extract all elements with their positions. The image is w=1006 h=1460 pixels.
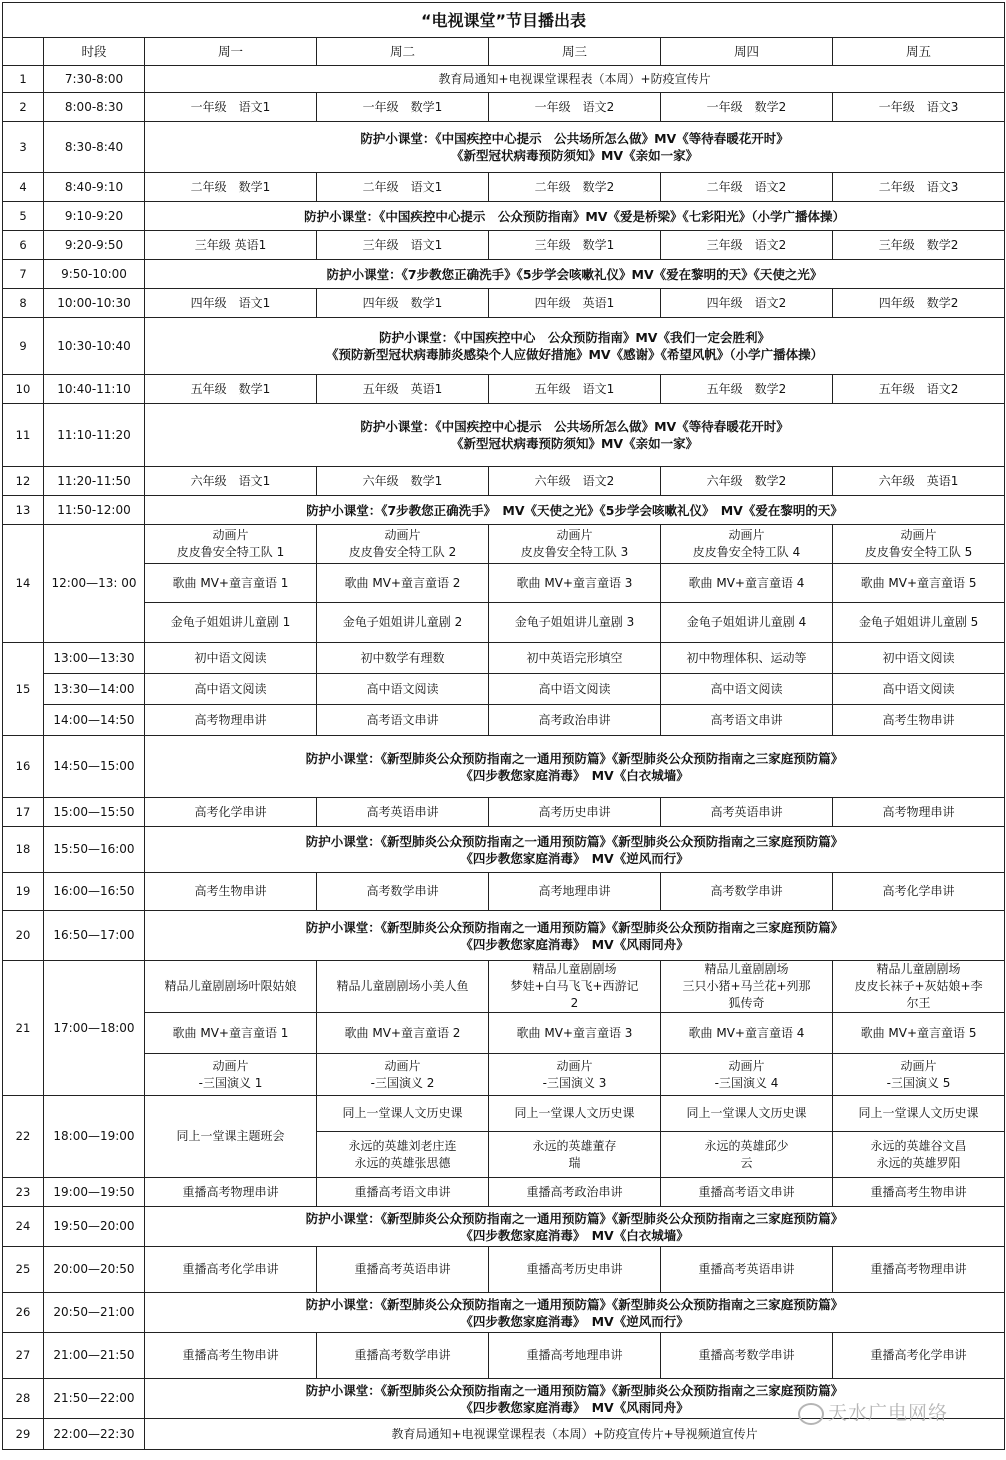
- cell-line: 皮皮鲁安全特工队 2: [348, 545, 457, 559]
- lesson-cell: 同上一堂课人文历史课: [833, 1096, 1005, 1132]
- row-number: 19: [3, 873, 44, 911]
- lesson-cell: 四年级 数学1: [317, 289, 489, 318]
- lesson-cell: 同上一堂课主题班会: [145, 1096, 317, 1178]
- cell-line: 动画片: [212, 1058, 249, 1073]
- row-number: 2: [3, 93, 44, 122]
- row-number: 16: [3, 736, 44, 798]
- header-index: [3, 38, 44, 66]
- safety-class-cell: [145, 496, 1005, 525]
- lesson-cell: 六年级 数学1: [317, 467, 489, 496]
- program-line: 《新型冠状病毒预防须知》MV《亲如一家》: [450, 148, 699, 163]
- cell-line: 永远的英雄谷文昌: [870, 1138, 967, 1153]
- lesson-cell: 高中语文阅读: [145, 674, 317, 705]
- time-slot: 20:00—20:50: [44, 1247, 145, 1293]
- program-cell: 金龟子姐姐讲儿童剧 5: [833, 603, 1005, 643]
- cell-line: 动画片: [556, 1058, 593, 1073]
- lesson-cell: 高中语文阅读: [661, 674, 833, 705]
- cell-line: -三国演义 4: [714, 1075, 779, 1090]
- program-cell: 歌曲 MV+童言童语 4: [661, 564, 833, 603]
- lesson-cell: 四年级 语文2: [661, 289, 833, 318]
- lesson-cell: 重播高考化学串讲: [145, 1247, 317, 1293]
- cell-line: 云: [740, 1155, 753, 1170]
- lesson-cell: 六年级 英语1: [833, 467, 1005, 496]
- lesson-cell: 重播高考物理串讲: [833, 1247, 1005, 1293]
- row-number: 13: [3, 496, 44, 525]
- program-cell: 歌曲 MV+童言童语 3: [489, 564, 661, 603]
- time-slot: 11:50-12:00: [44, 496, 145, 525]
- program-cell: 歌曲 MV+童言童语 2: [317, 564, 489, 603]
- cell-line: 动画片: [384, 1058, 421, 1073]
- row-number: 9: [3, 318, 44, 375]
- program-cell: [145, 1054, 317, 1096]
- program-cell: 歌曲 MV+童言童语 1: [145, 564, 317, 603]
- row-number: 4: [3, 173, 44, 202]
- time-slot: 15:00—15:50: [44, 798, 145, 827]
- program-cell: 歌曲 MV+童言童语 4: [661, 1013, 833, 1054]
- cell-line: 狐传奇: [728, 996, 765, 1010]
- cell-line: 精品儿童剧剧场: [704, 962, 789, 976]
- row-number: 17: [3, 798, 44, 827]
- lesson-cell: 高考英语串讲: [661, 798, 833, 827]
- lesson-cell: 重播高考政治串讲: [489, 1178, 661, 1207]
- time-slot: 19:50—20:00: [44, 1207, 145, 1247]
- program-cell: [489, 961, 661, 1013]
- lesson-cell: 重播高考生物串讲: [833, 1178, 1005, 1207]
- lesson-cell: 一年级 语文2: [489, 93, 661, 122]
- row-number: 11: [3, 404, 44, 467]
- lesson-cell: 五年级 语文2: [833, 375, 1005, 404]
- safety-class-cell: [145, 404, 1005, 467]
- lesson-cell: 高中语文阅读: [489, 674, 661, 705]
- lesson-cell: [833, 1132, 1005, 1178]
- cell-line: 皮皮鲁安全特工队 5: [864, 545, 973, 559]
- cell-line: 动画片: [212, 528, 249, 542]
- lesson-cell: 重播高考生物串讲: [145, 1333, 317, 1379]
- cell-line: 皮皮长袜子+灰姑娘+李: [854, 979, 983, 993]
- cell-line: 皮皮鲁安全特工队 3: [520, 545, 629, 559]
- program-line: 《预防新型冠状病毒肺炎感染个人应做好措施》MV《感谢》《希望风帆》（小学广播体操）: [325, 347, 824, 362]
- lesson-cell: 五年级 英语1: [317, 375, 489, 404]
- time-slot: 17:00—18:00: [44, 961, 145, 1096]
- row-number: 1: [3, 66, 44, 93]
- lesson-cell: 三年级 数学2: [833, 231, 1005, 260]
- row-number: 5: [3, 202, 44, 231]
- time-slot: 8:30-8:40: [44, 122, 145, 173]
- header-thursday: 周四: [661, 38, 833, 66]
- header-tuesday: 周二: [317, 38, 489, 66]
- row-number: 14: [3, 525, 44, 643]
- time-slot: 10:30-10:40: [44, 318, 145, 375]
- time-slot: 11:20-11:50: [44, 467, 145, 496]
- program-line: 防护小课堂：《中国疾控中心提示 公众预防指南》MV《爱是桥梁》《七彩阳光》（小学广播体操）: [304, 208, 845, 224]
- time-slot: 9:10-9:20: [44, 202, 145, 231]
- program-line: 防护小课堂：《新型肺炎公众预防指南之一通用预防篇》《新型肺炎公众预防指南之三家庭预防篇》: [305, 750, 844, 766]
- notice-cell: [145, 66, 1005, 93]
- watermark-text: 天水广电网络: [828, 1402, 949, 1424]
- program-line: 防护小课堂：《中国疾控中心提示 公共场所怎么做》MV《等待春暖花开时》: [360, 131, 789, 146]
- program-cell: [833, 961, 1005, 1013]
- lesson-cell: 二年级 语文1: [317, 173, 489, 202]
- time-slot: 13:00—13:30: [44, 643, 145, 674]
- program-cell: 歌曲 MV+童言童语 1: [145, 1013, 317, 1054]
- cell-line: 动画片: [728, 1058, 765, 1073]
- cell-line: 永远的英雄刘老庄连: [348, 1138, 457, 1153]
- program-line: 防护小课堂：《中国疾控中心 公众预防指南》MV《我们一定会胜利》: [379, 330, 770, 345]
- lesson-cell: 同上一堂课人文历史课: [489, 1096, 661, 1132]
- program-cell: 金龟子姐姐讲儿童剧 1: [145, 603, 317, 643]
- time-slot: 21:50—22:00: [44, 1379, 145, 1419]
- safety-class-cell: [145, 911, 1005, 961]
- lesson-cell: 重播高考化学串讲: [833, 1333, 1005, 1379]
- cell-line: 永远的英雄邱少: [704, 1138, 789, 1153]
- safety-class-cell: [145, 318, 1005, 375]
- cell-line: 动画片: [900, 1058, 937, 1073]
- program-line: 防护小课堂：《新型肺炎公众预防指南之一通用预防篇》《新型肺炎公众预防指南之三家庭预防篇》: [305, 1296, 844, 1312]
- program-cell: [317, 1054, 489, 1096]
- program-line: 防护小课堂：《新型肺炎公众预防指南之一通用预防篇》《新型肺炎公众预防指南之三家庭预防篇》: [305, 833, 844, 849]
- program-cell: 歌曲 MV+童言童语 5: [833, 564, 1005, 603]
- time-slot: 22:00—22:30: [44, 1419, 145, 1450]
- program-cell: 精品儿童剧剧场小美人鱼: [317, 961, 489, 1013]
- program-line: 《四步教您家庭消毒》 MV《风雨同舟》: [460, 1399, 689, 1415]
- lesson-cell: 初中英语完形填空: [489, 643, 661, 674]
- row-number: 22: [3, 1096, 44, 1178]
- row-number: 24: [3, 1207, 44, 1247]
- program-line: 《四步教您家庭消毒》 MV《白衣城墙》: [460, 767, 689, 783]
- program-cell: [489, 1054, 661, 1096]
- time-slot: 9:20-9:50: [44, 231, 145, 260]
- cell-line: 永远的英雄董存: [532, 1138, 617, 1153]
- program-cell: [661, 525, 833, 564]
- time-slot: 18:00—19:00: [44, 1096, 145, 1178]
- lesson-cell: 重播高考历史串讲: [489, 1247, 661, 1293]
- program-cell: [317, 525, 489, 564]
- row-number: 29: [3, 1419, 44, 1450]
- cell-line: 永远的英雄罗阳: [876, 1155, 961, 1170]
- row-number: 21: [3, 961, 44, 1096]
- row-number: 23: [3, 1178, 44, 1207]
- lesson-cell: 高考物理串讲: [833, 798, 1005, 827]
- page-title: “电视课堂”节目播出表: [3, 3, 1005, 38]
- lesson-cell: 高中语文阅读: [833, 674, 1005, 705]
- lesson-cell: 重播高考地理串讲: [489, 1333, 661, 1379]
- cell-line: 精品儿童剧剧场: [532, 962, 617, 976]
- lesson-cell: 高考英语串讲: [317, 798, 489, 827]
- lesson-cell: 高考历史串讲: [489, 798, 661, 827]
- program-line: 防护小课堂：《新型肺炎公众预防指南之一通用预防篇》《新型肺炎公众预防指南之三家庭预防篇》: [305, 1382, 844, 1398]
- lesson-cell: 三年级 英语1: [145, 231, 317, 260]
- time-slot: 16:50—17:00: [44, 911, 145, 961]
- lesson-cell: 重播高考英语串讲: [317, 1247, 489, 1293]
- cell-line: 动画片: [556, 528, 593, 542]
- program-line: 《新型冠状病毒预防须知》MV《亲如一家》: [450, 436, 699, 451]
- lesson-cell: 五年级 数学2: [661, 375, 833, 404]
- wechat-icon: [798, 1403, 824, 1425]
- lesson-cell: 二年级 数学1: [145, 173, 317, 202]
- row-number: 7: [3, 260, 44, 289]
- header-wednesday: 周三: [489, 38, 661, 66]
- program-cell: 金龟子姐姐讲儿童剧 2: [317, 603, 489, 643]
- time-slot: 13:30—14:00: [44, 674, 145, 705]
- header-friday: 周五: [833, 38, 1005, 66]
- lesson-cell: 初中语文阅读: [145, 643, 317, 674]
- lesson-cell: 高考化学串讲: [145, 798, 317, 827]
- lesson-cell: 重播高考语文串讲: [661, 1178, 833, 1207]
- lesson-cell: 一年级 语文3: [833, 93, 1005, 122]
- lesson-cell: 二年级 语文3: [833, 173, 1005, 202]
- program-cell: 金龟子姐姐讲儿童剧 4: [661, 603, 833, 643]
- time-slot: 8:00-8:30: [44, 93, 145, 122]
- cell-line: 永远的英雄张思德: [354, 1155, 451, 1170]
- lesson-cell: 五年级 语文1: [489, 375, 661, 404]
- time-slot: 16:00—16:50: [44, 873, 145, 911]
- program-line: 防护小课堂：《中国疾控中心提示 公共场所怎么做》MV《等待春暖花开时》: [360, 419, 789, 434]
- row-number: 18: [3, 827, 44, 873]
- lesson-cell: 一年级 数学1: [317, 93, 489, 122]
- lesson-cell: 高考物理串讲: [145, 705, 317, 736]
- schedule-table: [2, 2, 1005, 1450]
- safety-class-cell: [145, 122, 1005, 173]
- lesson-cell: 三年级 语文2: [661, 231, 833, 260]
- cell-line: 2: [570, 996, 579, 1010]
- row-number: 10: [3, 375, 44, 404]
- header-monday: 周一: [145, 38, 317, 66]
- lesson-cell: 三年级 数学1: [489, 231, 661, 260]
- lesson-cell: 四年级 语文1: [145, 289, 317, 318]
- time-slot: 10:00-10:30: [44, 289, 145, 318]
- program-cell: 金龟子姐姐讲儿童剧 3: [489, 603, 661, 643]
- lesson-cell: 重播高考数学串讲: [661, 1333, 833, 1379]
- cell-line: 尔王: [906, 996, 931, 1010]
- lesson-cell: [489, 1132, 661, 1178]
- program-cell: 歌曲 MV+童言童语 2: [317, 1013, 489, 1054]
- lesson-cell: 六年级 语文1: [145, 467, 317, 496]
- program-cell: 歌曲 MV+童言童语 3: [489, 1013, 661, 1054]
- cell-line: 动画片: [728, 528, 765, 542]
- time-slot: 12:00—13: 00: [44, 525, 145, 643]
- row-number: 6: [3, 231, 44, 260]
- time-slot: 9:50-10:00: [44, 260, 145, 289]
- program-line: 防护小课堂：《新型肺炎公众预防指南之一通用预防篇》《新型肺炎公众预防指南之三家庭预防篇》: [305, 919, 844, 935]
- lesson-cell: 高考政治串讲: [489, 705, 661, 736]
- row-number: 12: [3, 467, 44, 496]
- lesson-cell: 高考生物串讲: [145, 873, 317, 911]
- lesson-cell: 一年级 语文1: [145, 93, 317, 122]
- time-slot: 8:40-9:10: [44, 173, 145, 202]
- lesson-cell: 高考语文串讲: [317, 705, 489, 736]
- lesson-cell: 六年级 数学2: [661, 467, 833, 496]
- lesson-cell: 高考语文串讲: [661, 705, 833, 736]
- program-line: 防护小课堂：《7步教您正确洗手》 MV《天使之光》《5步学会咳嗽礼仪》 MV《爱在黎明的天》: [306, 502, 843, 518]
- row-number: 20: [3, 911, 44, 961]
- cell-line: 皮皮鲁安全特工队 4: [692, 545, 801, 559]
- row-number: 15: [3, 643, 44, 736]
- cell-line: 精品儿童剧剧场: [876, 962, 961, 976]
- row-number: 25: [3, 1247, 44, 1293]
- time-slot: 7:30-8:00: [44, 66, 145, 93]
- row-number: 26: [3, 1293, 44, 1333]
- lesson-cell: 六年级 语文2: [489, 467, 661, 496]
- lesson-cell: 高考生物串讲: [833, 705, 1005, 736]
- program-cell: 精品儿童剧剧场叶限姑娘: [145, 961, 317, 1013]
- lesson-cell: 初中数学有理数: [317, 643, 489, 674]
- program-line: 《四步教您家庭消毒》 MV《白衣城墙》: [460, 1227, 689, 1243]
- lesson-cell: 四年级 英语1: [489, 289, 661, 318]
- program-line: 教育局通知+电视课堂课程表（本周）+防疫宣传片+导视频道宣传片: [391, 1426, 758, 1441]
- lesson-cell: 五年级 数学1: [145, 375, 317, 404]
- cell-line: 梦娃+白马飞飞+西游记: [510, 979, 639, 993]
- lesson-cell: 高考地理串讲: [489, 873, 661, 911]
- row-number: 28: [3, 1379, 44, 1419]
- cell-line: 动画片: [900, 528, 937, 542]
- program-line: 防护小课堂：《7步教您正确洗手》《5步学会咳嗽礼仪》MV《爱在黎明的天》《天使之光》: [326, 266, 823, 282]
- cell-line: -三国演义 2: [370, 1075, 435, 1090]
- safety-class-cell: [145, 202, 1005, 231]
- lesson-cell: [661, 1132, 833, 1178]
- time-slot: 11:10-11:20: [44, 404, 145, 467]
- program-cell: [145, 525, 317, 564]
- cell-line: 动画片: [384, 528, 421, 542]
- time-slot: 20:50—21:00: [44, 1293, 145, 1333]
- lesson-cell: 高考化学串讲: [833, 873, 1005, 911]
- lesson-cell: 一年级 数学2: [661, 93, 833, 122]
- lesson-cell: 初中语文阅读: [833, 643, 1005, 674]
- time-slot: 21:00—21:50: [44, 1333, 145, 1379]
- lesson-cell: 重播高考物理串讲: [145, 1178, 317, 1207]
- time-slot: 14:50—15:00: [44, 736, 145, 798]
- program-line: 《四步教您家庭消毒》 MV《风雨同舟》: [460, 936, 689, 952]
- lesson-cell: 重播高考英语串讲: [661, 1247, 833, 1293]
- program-cell: [833, 525, 1005, 564]
- lesson-cell: 初中物理体积、运动等: [661, 643, 833, 674]
- program-cell: [661, 1054, 833, 1096]
- safety-class-cell: [145, 827, 1005, 873]
- time-slot: 19:00—19:50: [44, 1178, 145, 1207]
- lesson-cell: 二年级 数学2: [489, 173, 661, 202]
- cell-line: 瑞: [568, 1155, 581, 1170]
- lesson-cell: 四年级 数学2: [833, 289, 1005, 318]
- time-slot: 15:50—16:00: [44, 827, 145, 873]
- program-cell: 歌曲 MV+童言童语 5: [833, 1013, 1005, 1054]
- lesson-cell: 重播高考数学串讲: [317, 1333, 489, 1379]
- cell-line: 皮皮鲁安全特工队 1: [176, 545, 285, 559]
- lesson-cell: 高考数学串讲: [317, 873, 489, 911]
- program-line: 教育局通知+电视课堂课程表（本周）+防疫宣传片: [438, 71, 711, 86]
- lesson-cell: [317, 1132, 489, 1178]
- time-slot: 10:40-11:10: [44, 375, 145, 404]
- row-number: 3: [3, 122, 44, 173]
- lesson-cell: 同上一堂课人文历史课: [317, 1096, 489, 1132]
- program-line: 防护小课堂：《新型肺炎公众预防指南之一通用预防篇》《新型肺炎公众预防指南之三家庭预防篇》: [305, 1210, 844, 1226]
- row-number: 27: [3, 1333, 44, 1379]
- cell-line: -三国演义 1: [198, 1075, 263, 1090]
- lesson-cell: 重播高考语文串讲: [317, 1178, 489, 1207]
- lesson-cell: 同上一堂课人文历史课: [661, 1096, 833, 1132]
- header-time: 时段: [44, 38, 145, 66]
- safety-class-cell: [145, 1207, 1005, 1247]
- program-cell: [833, 1054, 1005, 1096]
- watermark: [798, 1398, 948, 1425]
- program-cell: [661, 961, 833, 1013]
- safety-class-cell: [145, 260, 1005, 289]
- program-line: 《四步教您家庭消毒》 MV《逆风而行》: [460, 1313, 689, 1329]
- program-cell: [489, 525, 661, 564]
- row-number: 8: [3, 289, 44, 318]
- cell-line: -三国演义 3: [542, 1075, 607, 1090]
- cell-line: -三国演义 5: [886, 1075, 951, 1090]
- program-line: 《四步教您家庭消毒》 MV《逆风而行》: [460, 850, 689, 866]
- lesson-cell: 高中语文阅读: [317, 674, 489, 705]
- safety-class-cell: [145, 1293, 1005, 1333]
- lesson-cell: 三年级 语文1: [317, 231, 489, 260]
- lesson-cell: 二年级 语文2: [661, 173, 833, 202]
- lesson-cell: 高考数学串讲: [661, 873, 833, 911]
- safety-class-cell: [145, 736, 1005, 798]
- cell-line: 三只小猪+马兰花+列那: [682, 979, 811, 993]
- time-slot: 14:00—14:50: [44, 705, 145, 736]
